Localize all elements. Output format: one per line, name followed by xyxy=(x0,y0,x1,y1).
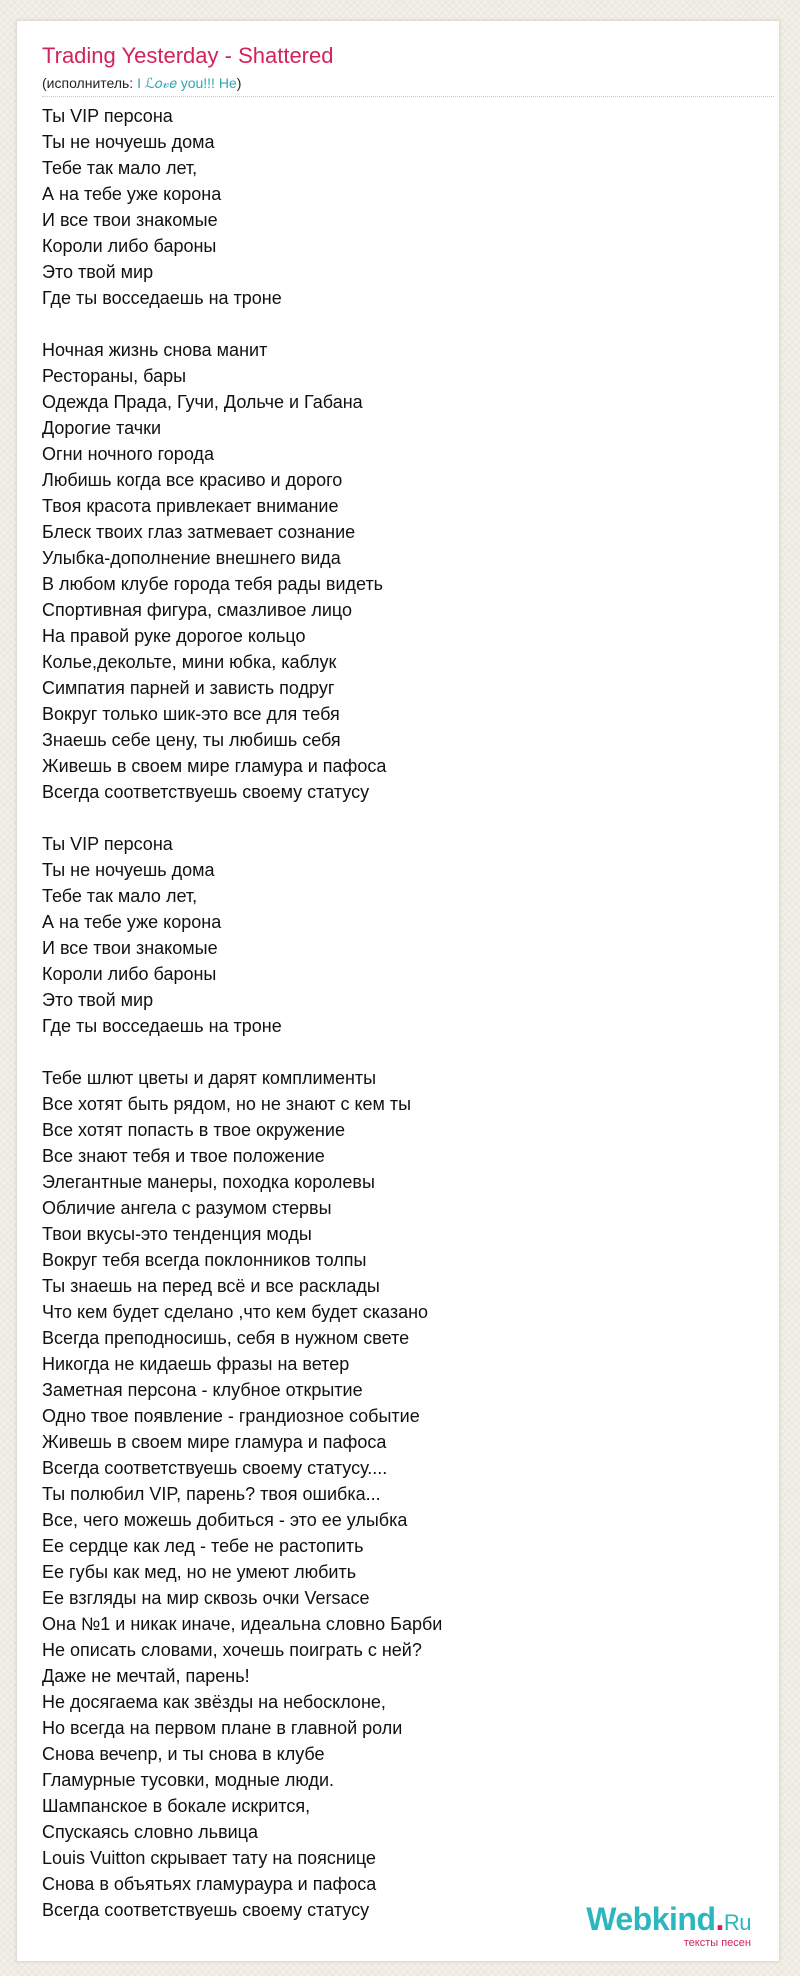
lyric-line: Всегда соответствуешь своему статусу xyxy=(42,1900,370,1920)
lyric-line: В любом клубе города тебя рады видеть xyxy=(42,574,384,594)
artist-link[interactable]: I ℒ𝑜𝓋𝑒 you!!! Не xyxy=(137,75,237,91)
song-title: Trading Yesterday - Shattered xyxy=(42,43,334,68)
lyric-line: Ее губы как мед, но не умеют любить xyxy=(42,1562,357,1582)
lyrics-stanza xyxy=(42,337,762,805)
lyric-line: Твои вкусы-это тенденция моды xyxy=(42,1224,312,1244)
lyric-line: А на тебе уже корона xyxy=(42,912,222,932)
lyrics-stanza xyxy=(42,1065,762,1923)
lyric-line: Ты не ночуешь дома xyxy=(42,860,215,880)
lyric-line: Гламурные тусовки, модные люди. xyxy=(42,1770,335,1790)
lyric-line: Живешь в своем мире гламура и пафоса xyxy=(42,756,387,776)
lyric-line: Дорогие тачки xyxy=(42,418,162,438)
lyric-line: Это твой мир xyxy=(42,990,154,1010)
lyric-line: Тебе так мало лет, xyxy=(42,886,198,906)
lyric-line: Ее сердце как лед - тебе не растопить xyxy=(42,1536,364,1556)
lyric-line: Где ты восседаешь на троне xyxy=(42,1016,282,1036)
lyric-line: Обличие ангела с разумом стервы xyxy=(42,1198,332,1218)
lyric-line: Шампанское в бокале искрится, xyxy=(42,1796,311,1816)
lyric-line: Улыбка-дополнение внешнего вида xyxy=(42,548,341,568)
lyric-line: Не описать словами, хочешь поиграть с ней? xyxy=(42,1640,422,1660)
lyric-line: Всегда соответствуешь своему статусу.... xyxy=(42,1458,388,1478)
lyric-line: Знаешь себе цену, ты любишь себя xyxy=(42,730,341,750)
lyric-line: Ты VIP персона xyxy=(42,834,173,854)
lyric-line: Ночная жизнь снова манит xyxy=(42,340,268,360)
lyric-line: Что кем будет сделано ,что кем будет сказано xyxy=(42,1302,429,1322)
lyric-line: Ты знаешь на перед всё и все расклады xyxy=(42,1276,380,1296)
lyric-line: И все твои знакомые xyxy=(42,210,218,230)
lyric-line: Ее взгляды на мир сквозь очки Versace xyxy=(42,1588,370,1608)
byline-suffix: ) xyxy=(236,75,242,91)
lyric-line: Все хотят быть рядом, но не знают с кем ты xyxy=(42,1094,412,1114)
lyric-line: Рестораны, бары xyxy=(42,366,187,386)
lyric-line: Твоя красота привлекает внимание xyxy=(42,496,339,516)
logo-dot: . xyxy=(715,1901,724,1937)
logo-name: Webkind xyxy=(586,1901,716,1937)
logo-tld: Ru xyxy=(723,1910,751,1935)
site-logo[interactable] xyxy=(586,1903,751,1949)
lyric-line: Огни ночного города xyxy=(42,444,214,464)
lyric-line: Спускаясь словно львица xyxy=(42,1822,258,1842)
lyric-line: Тебе так мало лет, xyxy=(42,158,198,178)
lyric-line: Все, чего можешь добиться - это ее улыбка xyxy=(42,1510,408,1530)
lyric-line: Элегантные манеры, походка королевы xyxy=(42,1172,375,1192)
lyric-line: Вокруг тебя всегда поклонников толпы xyxy=(42,1250,367,1270)
lyric-line: Все хотят попасть в твое окружение xyxy=(42,1120,345,1140)
byline-prefix: (исполнитель: xyxy=(42,75,138,91)
lyric-line: Снова вечеnр, и ты снова в клубе xyxy=(42,1744,325,1764)
lyric-line: Но всегда на первом плане в главной роли xyxy=(42,1718,403,1738)
lyric-line: Ты не ночуешь дома xyxy=(42,132,215,152)
lyric-line: И все твои знакомые xyxy=(42,938,218,958)
lyric-line: Спортивная фигура, смазливое лицо xyxy=(42,600,353,620)
lyric-line: На правой руке дорогое кольцо xyxy=(42,626,306,646)
lyric-line: Короли либо бароны xyxy=(42,964,217,984)
logo-tagline: тексты песен xyxy=(683,1937,751,1949)
lyrics-body xyxy=(42,103,762,1923)
lyric-line: Симпатия парней и зависть подруг xyxy=(42,678,335,698)
lyric-line: Колье,декольте, мини юбка, каблук xyxy=(42,652,337,672)
lyric-line: Заметная персона - клубное открытие xyxy=(42,1380,363,1400)
lyric-line: Ты VIP персона xyxy=(42,106,173,126)
lyric-line: Она №1 и никак иначе, идеальна словно Барби xyxy=(42,1614,443,1634)
lyric-line: Одежда Прада, Гучи, Дольче и Габана xyxy=(42,392,363,412)
lyric-line: Где ты восседаешь на троне xyxy=(42,288,282,308)
lyric-line: Блеск твоих глаз затмевает сознание xyxy=(42,522,356,542)
lyric-line: Даже не мечтай, парень! xyxy=(42,1666,250,1686)
lyric-line: Тебе шлют цветы и дарят комплименты xyxy=(42,1068,377,1088)
lyric-line: Одно твое появление - грандиозное событие xyxy=(42,1406,420,1426)
lyric-line: Никогда не кидаешь фразы на ветер xyxy=(42,1354,350,1374)
lyric-line: А на тебе уже корона xyxy=(42,184,222,204)
lyric-line: Все знают тебя и твое положение xyxy=(42,1146,325,1166)
lyric-line: Снова в объятьях гламураура и пафоса xyxy=(42,1874,377,1894)
lyric-line: Любишь когда все красиво и дорого xyxy=(42,470,343,490)
byline xyxy=(42,75,241,92)
lyric-line: Всегда соответствуешь своему статусу xyxy=(42,782,370,802)
lyric-line: Живешь в своем мире гламура и пафоса xyxy=(42,1432,387,1452)
lyric-line: Ты полюбил VIP, парень? твоя ошибка... xyxy=(42,1484,381,1504)
lyrics-stanza xyxy=(42,103,762,311)
divider xyxy=(42,96,774,97)
lyric-line: Это твой мир xyxy=(42,262,154,282)
lyric-line: Louis Vuitton скрывает тату на пояснице xyxy=(42,1848,376,1868)
lyric-line: Не досягаема как звёзды на небосклоне, xyxy=(42,1692,386,1712)
lyric-line: Вокруг только шик-это все для тебя xyxy=(42,704,340,724)
lyric-line: Всегда преподносишь, себя в нужном свете xyxy=(42,1328,410,1348)
lyrics-stanza xyxy=(42,831,762,1039)
lyrics-card xyxy=(16,20,780,1962)
lyric-line: Короли либо бароны xyxy=(42,236,217,256)
